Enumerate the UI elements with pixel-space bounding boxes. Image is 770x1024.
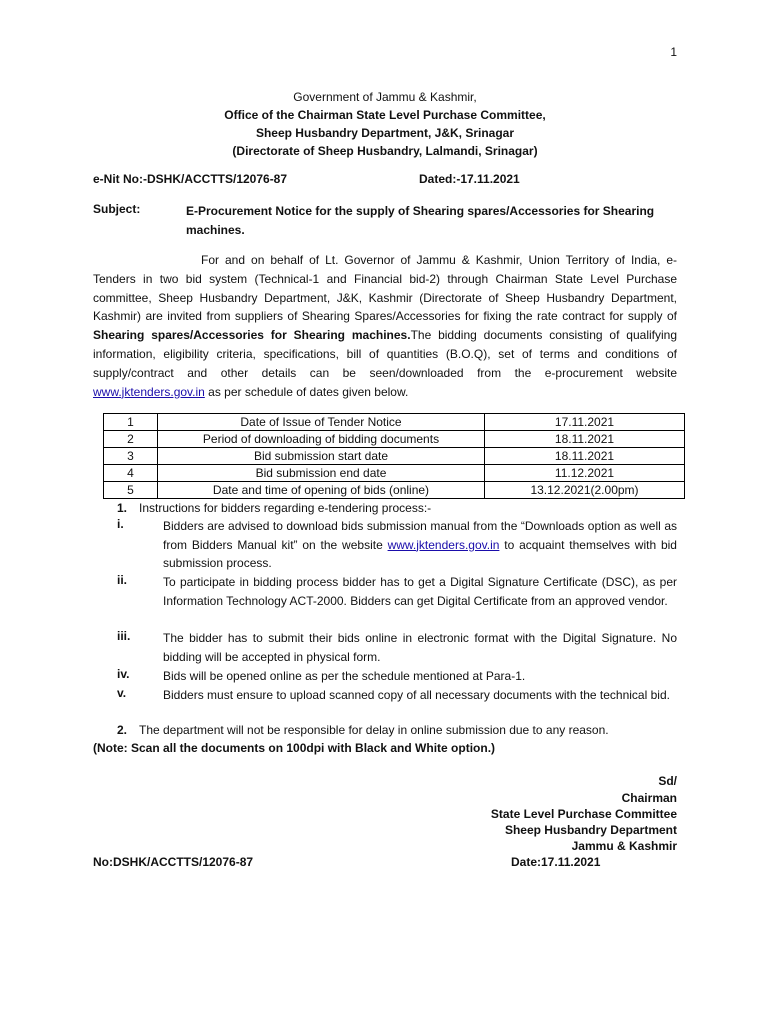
schedule-event: Period of downloading of bidding documents	[158, 431, 485, 448]
schedule-no: 4	[104, 465, 158, 482]
schedule-date: 11.12.2021	[485, 465, 685, 482]
instruction-item	[117, 686, 677, 705]
signature-sd: Sd/	[658, 774, 677, 788]
schedule-no: 5	[104, 482, 158, 499]
point-two	[117, 723, 609, 737]
scan-note: (Note: Scan all the documents on 100dpi with Black and White option.)	[93, 741, 496, 755]
schedule-date: 17.11.2021	[485, 414, 685, 431]
body-text-3: as per schedule of dates given below.	[204, 384, 409, 399]
nit-number: e-Nit No:-DSHK/ACCTTS/12076-87	[93, 172, 288, 186]
schedule-no: 1	[104, 414, 158, 431]
schedule-date: 18.11.2021	[485, 431, 685, 448]
instructions-heading-text: Instructions for bidders regarding e-tendering process:-	[139, 501, 432, 515]
point-two-text: The department will not be responsible for delay in online submission due to any reason.	[139, 723, 609, 737]
table-row	[104, 465, 685, 482]
body-paragraph	[93, 251, 677, 401]
schedule-no: 3	[104, 448, 158, 465]
jktenders-link-2[interactable]: www.jktenders.gov.in	[387, 537, 500, 552]
table-row	[104, 482, 685, 499]
instructions-heading	[117, 501, 431, 515]
instruction-numeral: ii.	[117, 573, 128, 587]
table-row	[104, 414, 685, 431]
footer-reference-number: No:DSHK/ACCTTS/12076-87	[93, 855, 254, 869]
table-row	[104, 448, 685, 465]
header-government: Government of Jammu & Kashmir,	[293, 90, 477, 104]
letterhead	[0, 88, 770, 160]
body-text-2: The bidding documents consisting of qualifying information, eligibility criteria, specifications, bill of quantities (B.O.Q), set of terms and conditions of supply/contract and other details can be seen/downloaded from the e-procurement website	[93, 328, 677, 380]
instruction-text: Bids will be opened online as per the schedule mentioned at Para-1.	[163, 669, 526, 683]
instruction-text	[163, 517, 677, 573]
footer-date: Date:17.11.2021	[511, 855, 601, 869]
point-two-number: 2.	[117, 723, 128, 737]
instruction-numeral: iv.	[117, 667, 130, 681]
instruction-item	[117, 573, 677, 610]
schedule-event: Date of Issue of Tender Notice	[158, 414, 485, 431]
instruction-numeral: v.	[117, 686, 127, 700]
signature-line3: Jammu & Kashmir	[571, 839, 677, 853]
instruction-numeral: iii.	[117, 629, 131, 643]
body-bold-text: Shearing spares/Accessories for Shearing machines.	[93, 328, 411, 343]
nit-date: Dated:-17.11.2021	[419, 172, 520, 186]
signature-line2: Sheep Husbandry Department	[504, 823, 677, 837]
signature-line1: State Level Purchase Committee	[490, 807, 677, 821]
instruction-text-b: to acquaint themselves with bid submission process.	[163, 537, 677, 570]
instruction-text-a: Bidders are advised to download bids submission manual from the “Downloads option as well as from Bidders Manual kit” on the website	[163, 519, 677, 552]
page-number: 1	[670, 45, 677, 59]
instruction-text: Bidders must ensure to upload scanned copy of all necessary documents with the technical bid.	[163, 688, 670, 702]
instruction-numeral: i.	[117, 517, 124, 531]
body-text-1: For and on behalf of Lt. Governor of Jammu & Kashmir, Union Territory of India, e-Tenders in two bid system (Technical-1 and Financial bid-2) through Chairman State Level Purchase committee, Sheep Husbandry Department, J&K, Kashmir (Directorate of Sheep Husbandry Department, Kashmir) are invited from suppliers of Shearing Spares/Accessories for fixing the rate contract for supply of	[93, 253, 677, 324]
schedule-event: Bid submission end date	[158, 465, 485, 482]
signature-title: Chairman	[621, 791, 677, 805]
instruction-item	[117, 667, 677, 686]
schedule-table	[103, 413, 685, 499]
subject-label: Subject:	[93, 202, 141, 216]
table-row	[104, 431, 685, 448]
schedule-event: Bid submission start date	[158, 448, 485, 465]
header-office: Office of the Chairman State Level Purchase Committee,	[224, 108, 546, 122]
instructions-number: 1.	[117, 501, 128, 515]
header-directorate: (Directorate of Sheep Husbandry, Lalmandi, Srinagar)	[232, 144, 538, 158]
instruction-item	[117, 629, 677, 666]
header-department: Sheep Husbandry Department, J&K, Srinagar	[255, 126, 515, 140]
subject-text: E-Procurement Notice for the supply of Shearing spares/Accessories for Shearing machines.	[186, 204, 655, 237]
instruction-item	[117, 517, 677, 573]
jktenders-link[interactable]: www.jktenders.gov.in	[93, 384, 205, 399]
instruction-text: To participate in bidding process bidder has to get a Digital Signature Certificate (DSC), as per Information Technology ACT-2000. Bidders can get Digital Certificate from an approved vendor.	[163, 575, 677, 608]
schedule-date: 18.11.2021	[485, 448, 685, 465]
instruction-text: The bidder has to submit their bids online in electronic format with the Digital Signature. No bidding will be accepted in physical form.	[163, 631, 677, 664]
schedule-date: 13.12.2021(2.00pm)	[485, 482, 685, 499]
schedule-no: 2	[104, 431, 158, 448]
schedule-event: Date and time of opening of bids (online)	[158, 482, 485, 499]
